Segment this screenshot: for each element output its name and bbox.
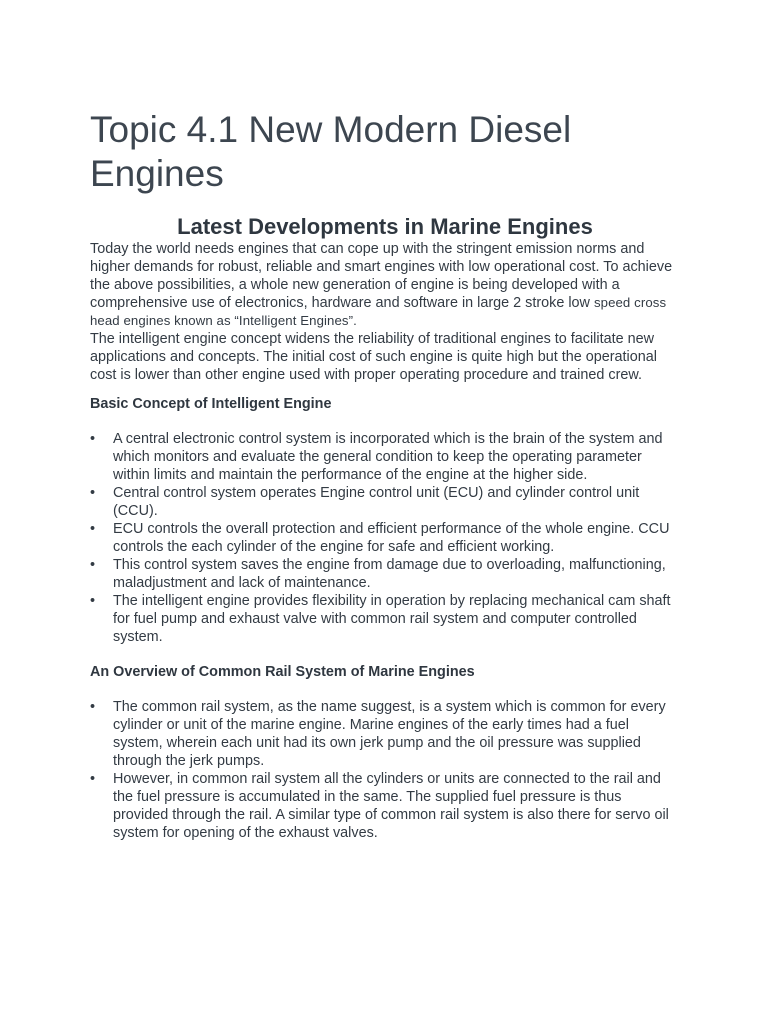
intelligent-engine-list	[90, 430, 680, 646]
list-item	[90, 592, 680, 646]
section-heading-intelligent-engine: Basic Concept of Intelligent Engine	[90, 396, 332, 412]
list-item	[90, 484, 680, 520]
document-page	[90, 108, 680, 842]
list-item	[90, 698, 680, 770]
bullet-icon: •	[90, 593, 96, 609]
bullet-icon: •	[90, 771, 96, 787]
list-item	[90, 520, 680, 556]
list-item-text: This control system saves the engine from damage due to overloading, malfunctioning, maladjustment and lack of maintenance.	[113, 557, 666, 591]
list-item	[90, 430, 680, 484]
bullet-icon: •	[90, 485, 96, 501]
list-item	[90, 556, 680, 592]
section-heading-common-rail: An Overview of Common Rail System of Marine Engines	[90, 664, 475, 680]
list-item-text: However, in common rail system all the cylinders or units are connected to the rail and the fuel pressure is accumulated in the same. The supplied fuel pressure is thus provided through the rail. A similar type of common rail system is also there for servo oil system for opening of the exhaust valves.	[113, 771, 669, 841]
common-rail-list	[90, 698, 680, 842]
bullet-icon: •	[90, 699, 96, 715]
list-item-text: The common rail system, as the name suggest, is a system which is common for every cylinder or unit of the marine engine. Marine engines of the early times had a fuel system, wherein each unit had its own jerk pump and the oil pressure was supplied through the jerk pumps.	[113, 699, 666, 769]
list-item-text: Central control system operates Engine control unit (ECU) and cylinder control unit (CCU).	[113, 485, 640, 519]
main-heading: Latest Developments in Marine Engines	[177, 214, 593, 239]
list-item-text: ECU controls the overall protection and efficient performance of the whole engine. CCU controls the each cylinder of the engine for safe and efficient working.	[113, 521, 670, 555]
intro-paragraph-2: The intelligent engine concept widens the reliability of traditional engines to facilitate new applications and concepts. The initial cost of such engine is quite high but the operational cost is lower than other engine used with proper operating procedure and trained crew.	[90, 331, 657, 383]
bullet-icon: •	[90, 521, 96, 537]
list-item-text: A central electronic control system is incorporated which is the brain of the system and which monitors and evaluate the general condition to keep the operating parameter within limits and maintain the performance of the engine at the higher side.	[113, 431, 663, 483]
list-item-text: The intelligent engine provides flexibility in operation by replacing mechanical cam shaft for fuel pump and exhaust valve with common rail system and computer controlled system.	[113, 593, 671, 645]
page-title: Topic 4.1 New Modern Diesel Engines	[90, 109, 572, 194]
intro-paragraph-1	[90, 240, 680, 330]
intro-paragraph-1-text: Today the world needs engines that can cope up with the stringent emission norms and higher demands for robust, reliable and smart engines with low operational cost. To achieve the above possibilities, a whole new generation of engine is being developed with a comprehensive use of electronics, hardware and software in large 2 stroke low	[90, 241, 673, 311]
intro-paragraph-1-tail: speed cross head engines known as “Intelligent Engines”.	[90, 295, 667, 328]
bullet-icon: •	[90, 431, 96, 447]
bullet-icon: •	[90, 557, 96, 573]
list-item	[90, 770, 680, 842]
